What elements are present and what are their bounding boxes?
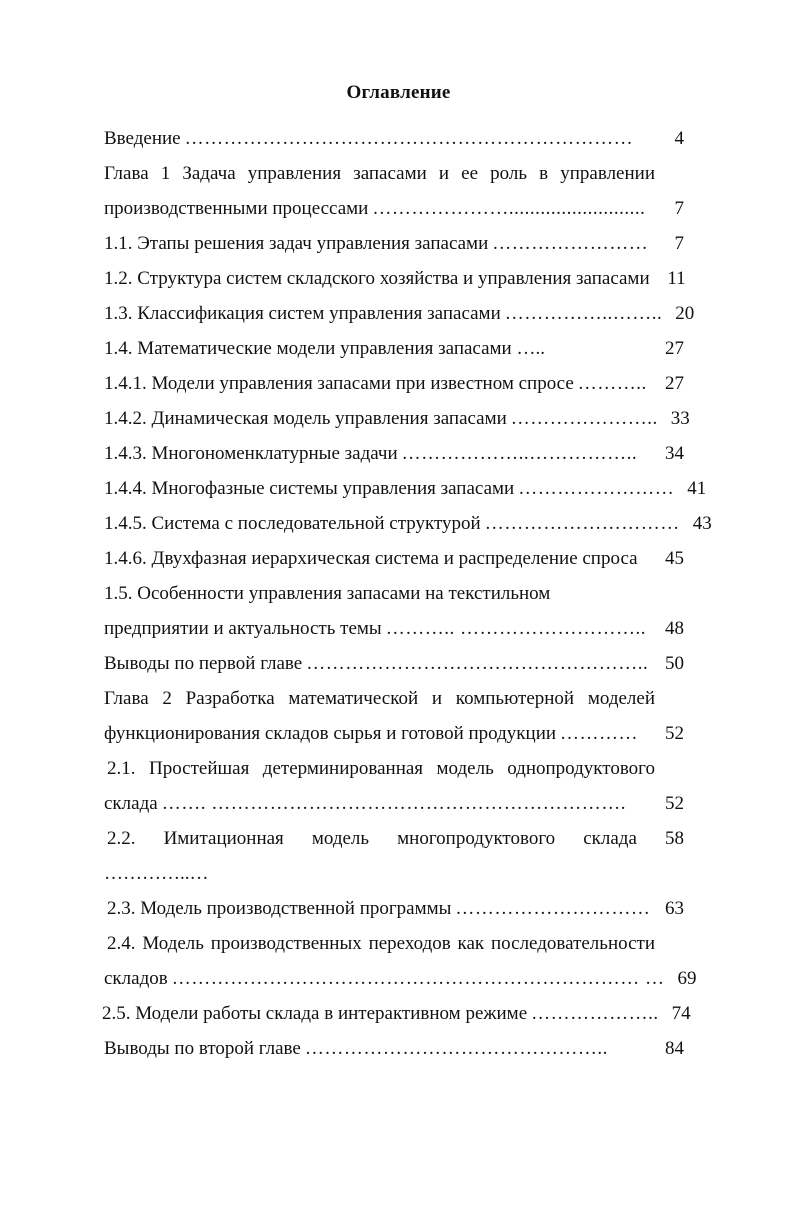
page-title: Оглавление — [346, 82, 451, 103]
toc-page-number: 20 — [675, 303, 695, 324]
toc-label: 1.3. Классификация систем управления запасами — [104, 303, 501, 324]
toc-page-number: 4 — [674, 128, 684, 149]
toc-entry-1-5 — [104, 616, 684, 642]
toc-entry-1-4 — [104, 336, 684, 362]
toc-leader: ……………………………………………………………… … — [171, 968, 665, 989]
toc-entry-1-3 — [104, 301, 695, 327]
toc-leader: ………………..…………….. — [401, 443, 638, 464]
toc-leader: ………… — [560, 723, 639, 744]
toc-page-number: 41 — [687, 478, 707, 499]
toc-page-number: 58 — [664, 828, 684, 849]
toc-entry-1-4-5 — [104, 511, 712, 537]
toc-page-number: 48 — [665, 618, 684, 639]
toc-page-number: 69 — [677, 968, 697, 989]
toc-leader: …………..… — [104, 863, 209, 884]
toc-label: Введение — [104, 128, 181, 149]
toc-entry-2-5 — [102, 1001, 691, 1027]
toc-entry-1-4-1 — [104, 371, 684, 397]
toc-entry-2-1-heading: 2.1. Простейшая детерминированная модель однопродуктового — [107, 758, 655, 779]
toc-entry-2-2 — [107, 826, 684, 852]
toc-page-number: 11 — [667, 268, 686, 289]
toc-label: 1.4.5. Система с последовательной структурой — [104, 513, 481, 534]
toc-entry-chapter2-conclusions — [104, 1036, 684, 1062]
toc-entry-chapter1-conclusions — [104, 651, 684, 677]
toc-entry-1-5-heading: 1.5. Особенности управления запасами на текстильном — [104, 583, 551, 604]
toc-entry-chapter2 — [104, 721, 684, 747]
toc-entry-1-4-3 — [104, 441, 684, 467]
toc-label: Выводы по второй главе — [104, 1038, 301, 1059]
toc-entry-1-2 — [104, 266, 684, 292]
toc-leader: ……………..…….. — [504, 303, 663, 324]
toc-label: функционирования складов сырья и готовой продукции — [104, 723, 557, 744]
toc-label: склада — [104, 793, 158, 814]
toc-label: 1.1. Этапы решения задач управления запасами — [104, 233, 489, 254]
toc-label: предприятии и актуальность темы — [104, 618, 382, 639]
toc-page-number: 45 — [665, 548, 684, 569]
toc-leader: ……………………………………….. — [304, 1038, 608, 1059]
toc-entry-intro — [104, 126, 684, 152]
toc-label: 1.4. Математические модели управления запасами ….. — [104, 338, 545, 359]
toc-label: 1.4.1. Модели управления запасами при известном спросе — [104, 373, 574, 394]
toc-leader: ………………………… — [455, 898, 651, 919]
toc-leader: ……….. ……………………….. — [385, 618, 646, 639]
toc-leader: ………………….. — [510, 408, 658, 429]
toc-entry-chapter1 — [104, 196, 684, 222]
toc-leader: …………………………………………………………… — [184, 128, 634, 149]
toc-page-number: 27 — [665, 338, 684, 359]
toc-page-number: 34 — [665, 443, 684, 464]
toc-label: производственными процессами — [104, 198, 369, 219]
toc-entry-2-4-heading: 2.4. Модель производственных переходов как последовательности — [107, 933, 655, 954]
toc-label: 1.2. Структура систем складского хозяйства и управления запасами — [104, 268, 650, 289]
toc-page-number: 33 — [670, 408, 690, 429]
toc-word: модель — [311, 828, 370, 849]
toc-entry-2-3 — [107, 896, 684, 922]
toc-page-number: 74 — [671, 1003, 691, 1024]
toc-word: Имитационная — [163, 828, 284, 849]
toc-leader: ………………….......................... — [372, 198, 646, 219]
toc-word: склада — [583, 828, 637, 849]
toc-entry-2-4 — [104, 966, 697, 992]
toc-label: 2.3. Модель производственной программы — [107, 898, 452, 919]
toc-label: 1.4.6. Двухфазная иерархическая система и распределение спроса — [104, 548, 638, 569]
toc-page-number: 84 — [665, 1038, 684, 1059]
toc-page-number: 27 — [665, 373, 684, 394]
toc-leader: …………………… — [492, 233, 649, 254]
toc-page-number: 50 — [665, 653, 684, 674]
toc-page-number: 52 — [665, 723, 684, 744]
toc-page-number: 7 — [674, 233, 684, 254]
toc-page-number: 52 — [665, 793, 684, 814]
toc-entry-1-4-2 — [104, 406, 690, 432]
toc-leader: …………………… — [518, 478, 675, 499]
toc-page-number: 7 — [674, 198, 684, 219]
toc-entry-1-4-6 — [104, 546, 684, 572]
toc-label: 1.4.3. Многономенклатурные задачи — [104, 443, 398, 464]
toc-label: 1.4.2. Динамическая модель управления запасами — [104, 408, 507, 429]
toc-page-number: 43 — [692, 513, 712, 534]
toc-leader: ……. ………………………………………………………. — [161, 793, 626, 814]
toc-leader: ………………………… — [484, 513, 680, 534]
toc-leader: …………………………………………….. — [306, 653, 649, 674]
toc-word: многопродуктового — [397, 828, 556, 849]
toc-entry-1-4-4 — [104, 476, 707, 502]
toc-entry-2-1 — [104, 791, 684, 817]
toc-leader: ……….. — [577, 373, 647, 394]
toc-chapter2-heading: Глава 2 Разработка математической и компьютерной моделей — [104, 688, 655, 709]
toc-chapter1-heading: Глава 1 Задача управления запасами и ее роль в управлении — [104, 163, 655, 184]
toc-label: складов — [104, 968, 168, 989]
toc-label: Выводы по первой главе — [104, 653, 303, 674]
toc-label: 2.5. Модели работы склада в интерактивном режиме — [102, 1003, 528, 1024]
toc-page-number: 63 — [665, 898, 684, 919]
toc-leader: ……………….. — [531, 1003, 659, 1024]
toc-number: 2.2. — [107, 828, 136, 849]
toc-label: 1.4.4. Многофазные системы управления запасами — [104, 478, 515, 499]
toc-entry-1-1 — [104, 231, 684, 257]
